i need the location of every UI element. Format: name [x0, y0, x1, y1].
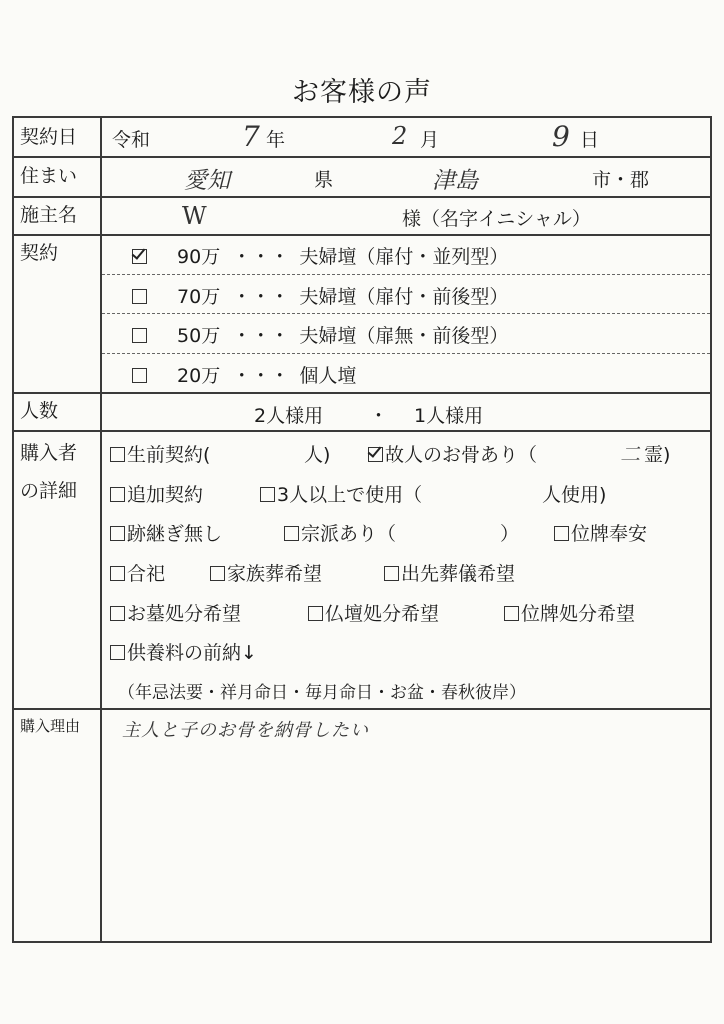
contract-option-90[interactable]: 90万 ・・・ 夫婦壇（扉付・並列型） — [132, 242, 508, 269]
day-value: 9 — [552, 120, 570, 153]
checkbox-atotsugi[interactable] — [110, 526, 125, 541]
client-suffix: 様（名字イニシャル） — [402, 208, 591, 230]
label-people: 人数 — [14, 392, 102, 430]
label-residence: 住まい — [14, 156, 102, 196]
checkbox-ihai-hoan[interactable] — [554, 526, 569, 541]
month-unit: 月 — [420, 129, 440, 151]
label-reason: 購入理由 — [14, 708, 102, 941]
year-value: 7 — [242, 120, 260, 153]
city-value: 津島 — [432, 168, 478, 194]
shuha-close: ） — [500, 523, 520, 545]
checkbox-butsudan[interactable] — [308, 606, 323, 621]
option-desaki[interactable]: 出先葬儀希望 — [384, 559, 515, 586]
option-ihai-shobun[interactable]: 位牌処分希望 — [504, 599, 635, 626]
checkbox-seizen[interactable] — [110, 447, 125, 462]
option-shuha[interactable]: 宗派あり（ — [284, 519, 396, 546]
label-client-name: 施主名 — [14, 196, 102, 234]
contract-option-50[interactable]: 50万 ・・・ 夫婦壇（扉無・前後型） — [132, 321, 508, 348]
sannin-unit: 人使用) — [542, 484, 607, 506]
checkbox-sannin[interactable] — [260, 487, 275, 502]
people-separator: ・ — [369, 405, 389, 427]
city-unit: 市・郡 — [592, 169, 650, 191]
label-buyer-details: 購入者 の詳細 — [14, 430, 102, 708]
option-goushi[interactable]: 合祀 — [110, 559, 165, 586]
page-title: お客様の声 — [292, 77, 432, 108]
option-butsudan[interactable]: 仏壇処分希望 — [308, 599, 439, 626]
checkbox-50[interactable] — [132, 328, 147, 343]
checkbox-goushi[interactable] — [110, 566, 125, 581]
contract-option-70[interactable]: 70万 ・・・ 夫婦壇（扉付・前後型） — [132, 282, 508, 309]
contract-option-20[interactable]: 20万 ・・・ 個人壇 — [132, 361, 356, 388]
day-unit: 日 — [580, 129, 600, 151]
option-kazoku[interactable]: 家族葬希望 — [210, 559, 322, 586]
seizen-unit: 人) — [304, 444, 331, 466]
checkbox-shuha[interactable] — [284, 526, 299, 541]
checkbox-kuyouryou[interactable] — [110, 645, 125, 660]
checkbox-tsuika[interactable] — [110, 487, 125, 502]
survey-form — [12, 116, 712, 943]
year-unit: 年 — [266, 129, 286, 151]
client-initial: W — [182, 202, 207, 230]
checkbox-90-checked[interactable] — [132, 249, 147, 264]
checkbox-ihai-shobun[interactable] — [504, 606, 519, 621]
checkbox-ohaka[interactable] — [110, 606, 125, 621]
prefecture-value: 愛知 — [184, 168, 230, 194]
checkbox-desaki[interactable] — [384, 566, 399, 581]
label-contract-date: 契約日 — [14, 118, 102, 156]
prefecture-unit: 県 — [314, 169, 334, 191]
details-note: （年忌法要・祥月命日・毎月命日・お盆・春秋彼岸） — [118, 683, 526, 703]
option-sannin[interactable]: 3人以上で使用（ — [260, 480, 422, 507]
people-one[interactable]: 1人様用 — [414, 405, 484, 427]
checkbox-20[interactable] — [132, 368, 147, 383]
option-kuyouryou[interactable]: 供養料の前納↓ — [110, 638, 257, 665]
checkbox-70[interactable] — [132, 289, 147, 304]
label-contract: 契約 — [14, 234, 102, 392]
checkbox-kojin-checked[interactable] — [368, 447, 383, 462]
people-two[interactable]: 2人様用 — [254, 405, 324, 427]
option-ihai-hoan[interactable]: 位牌奉安 — [554, 519, 647, 546]
option-seizen[interactable]: 生前契約( — [110, 440, 210, 467]
kojin-count: 二 — [620, 442, 640, 466]
option-kojin[interactable]: 故人のお骨あり（ — [368, 440, 537, 467]
option-tsuika[interactable]: 追加契約 — [110, 480, 203, 507]
kojin-unit: 霊) — [644, 444, 671, 466]
reason-text[interactable]: 主人と子のお骨を納骨したい — [122, 720, 369, 741]
era: 令和 — [112, 129, 151, 151]
month-value: 2 — [392, 122, 408, 150]
option-atotsugi[interactable]: 跡継ぎ無し — [110, 519, 222, 546]
checkbox-kazoku[interactable] — [210, 566, 225, 581]
option-ohaka[interactable]: お墓処分希望 — [110, 599, 241, 626]
